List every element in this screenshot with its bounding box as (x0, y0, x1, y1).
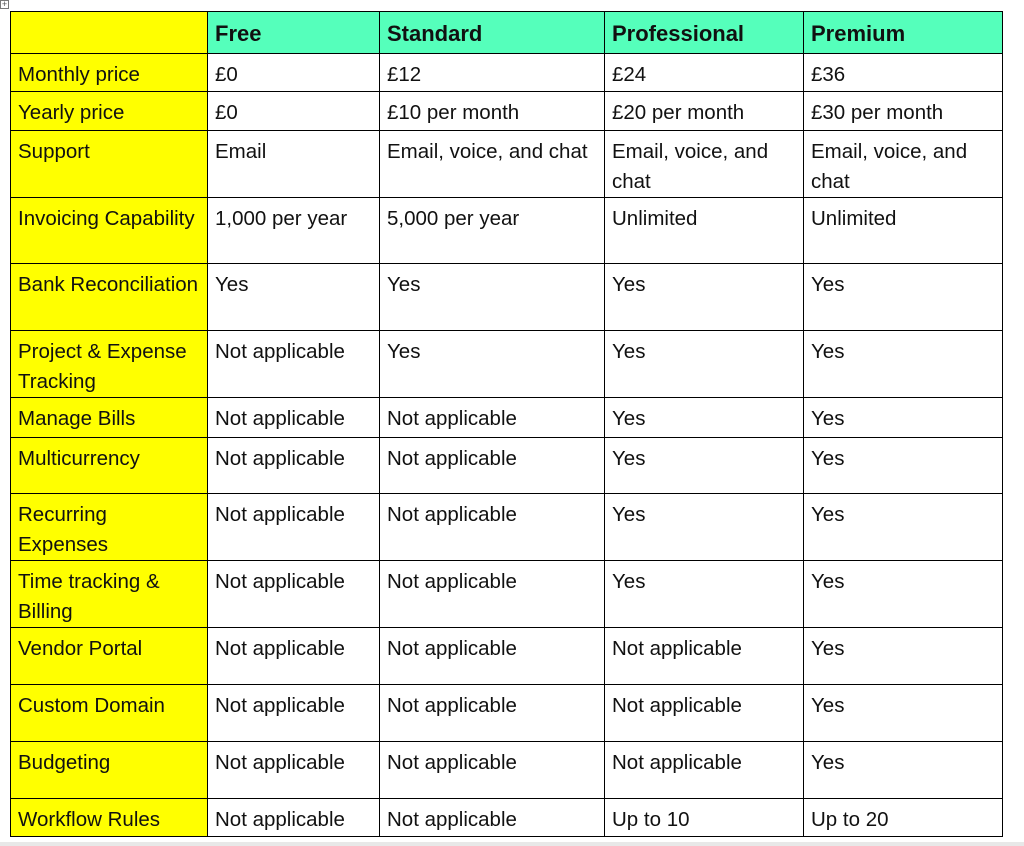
table-cell: Not applicable (605, 685, 804, 742)
table-cell: £0 (208, 54, 380, 92)
table-cell: Up to 10 (605, 799, 804, 837)
row-label: Vendor Portal (11, 628, 208, 685)
row-label: Project & Expense Tracking (11, 331, 208, 398)
page-bottom-divider (0, 842, 1024, 846)
table-cell: Not applicable (208, 742, 380, 799)
table-move-icon[interactable]: + (1, 0, 8, 9)
table-cell: Yes (804, 685, 1003, 742)
table-cell: Not applicable (380, 561, 605, 628)
table-cell: Unlimited (804, 198, 1003, 264)
table-cell: Not applicable (208, 331, 380, 398)
table-cell: Yes (380, 331, 605, 398)
table-cell: Yes (605, 438, 804, 494)
row-label: Workflow Rules (11, 799, 208, 837)
pricing-table (10, 11, 1003, 837)
table-row (11, 331, 1003, 398)
table-cell: Yes (804, 742, 1003, 799)
header-free: Free (208, 12, 380, 54)
table-row (11, 264, 1003, 331)
table-cell: Yes (804, 628, 1003, 685)
table-cell: Not applicable (208, 561, 380, 628)
table-cell: Not applicable (380, 799, 605, 837)
table-cell: £24 (605, 54, 804, 92)
table-cell: Email, voice, and chat (605, 131, 804, 198)
row-label: Invoicing Capability (11, 198, 208, 264)
table-cell: £36 (804, 54, 1003, 92)
table-row (11, 54, 1003, 92)
row-label: Support (11, 131, 208, 198)
table-row (11, 799, 1003, 837)
table-cell: Not applicable (380, 438, 605, 494)
row-label: Monthly price (11, 54, 208, 92)
table-cell: Yes (804, 331, 1003, 398)
row-label: Multicurrency (11, 438, 208, 494)
table-row (11, 131, 1003, 198)
row-label: Recurring Expenses (11, 494, 208, 561)
table-cell: Yes (804, 398, 1003, 438)
header-standard: Standard (380, 12, 605, 54)
table-cell: 1,000 per year (208, 198, 380, 264)
table-cell: Not applicable (380, 494, 605, 561)
table-cell: Yes (605, 331, 804, 398)
table-cell: Not applicable (380, 685, 605, 742)
table-cell: Not applicable (208, 494, 380, 561)
table-cell: 5,000 per year (380, 198, 605, 264)
row-label: Time tracking & Billing (11, 561, 208, 628)
row-label: Bank Reconciliation (11, 264, 208, 331)
row-label: Manage Bills (11, 398, 208, 438)
table-cell: £20 per month (605, 92, 804, 131)
table-row (11, 628, 1003, 685)
table-cell: Not applicable (380, 628, 605, 685)
table-cell: £30 per month (804, 92, 1003, 131)
table-cell: Yes (380, 264, 605, 331)
table-cell: £10 per month (380, 92, 605, 131)
table-cell: Yes (605, 398, 804, 438)
row-label: Budgeting (11, 742, 208, 799)
table-cell: Yes (804, 561, 1003, 628)
table-cell: Email, voice, and chat (380, 131, 605, 198)
header-professional: Professional (605, 12, 804, 54)
corner-cell (11, 12, 208, 54)
table-cell: Not applicable (208, 799, 380, 837)
table-row (11, 198, 1003, 264)
table-cell: Yes (804, 438, 1003, 494)
table-cell: Up to 20 (804, 799, 1003, 837)
table-cell: £12 (380, 54, 605, 92)
table-cell: Email, voice, and chat (804, 131, 1003, 198)
table-row (11, 398, 1003, 438)
row-label: Custom Domain (11, 685, 208, 742)
table-cell: Not applicable (380, 398, 605, 438)
table-cell: £0 (208, 92, 380, 131)
table-cell: Not applicable (208, 628, 380, 685)
table-row (11, 92, 1003, 131)
table-cell: Not applicable (605, 742, 804, 799)
table-row (11, 561, 1003, 628)
table-row (11, 438, 1003, 494)
table-cell: Not applicable (605, 628, 804, 685)
table-cell: Yes (605, 264, 804, 331)
table-cell: Yes (605, 561, 804, 628)
table-cell: Unlimited (605, 198, 804, 264)
table-cell: Not applicable (208, 398, 380, 438)
table-cell: Yes (804, 494, 1003, 561)
table-row (11, 494, 1003, 561)
table-row (11, 742, 1003, 799)
table-cell: Not applicable (208, 685, 380, 742)
table-cell: Yes (605, 494, 804, 561)
table-cell: Yes (208, 264, 380, 331)
table-cell: Email (208, 131, 380, 198)
table-cell: Yes (804, 264, 1003, 331)
table-row (11, 685, 1003, 742)
table-cell: Not applicable (380, 742, 605, 799)
header-premium: Premium (804, 12, 1003, 54)
header-row (11, 12, 1003, 54)
table-cell: Not applicable (208, 438, 380, 494)
row-label: Yearly price (11, 92, 208, 131)
